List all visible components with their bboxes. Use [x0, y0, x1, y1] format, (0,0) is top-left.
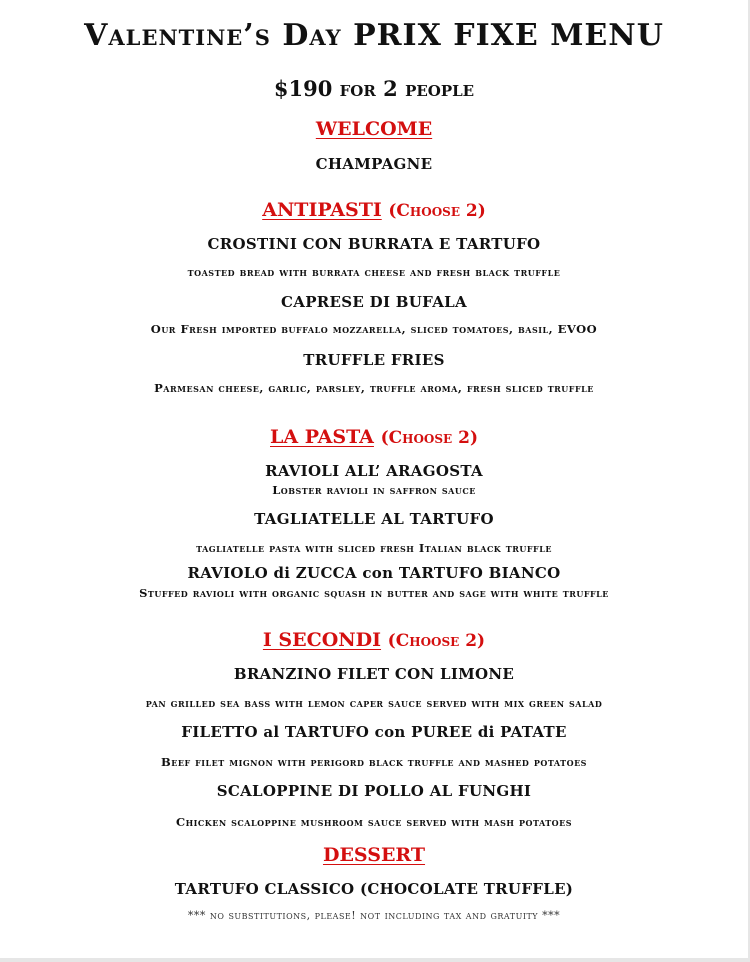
menu-item-name: RAVIOLI ALL’ ARAGOSTA — [265, 462, 483, 480]
menu-item-description: Beef filet mignon with perigord black truffle and mashed potatoes — [161, 755, 587, 769]
menu-item-description: toasted bread with burrata cheese and fresh black truffle — [187, 265, 561, 279]
section-heading-pasta — [0, 426, 748, 448]
menu-item-name: BRANZINO FILET CON LIMONE — [233, 665, 515, 683]
menu-item-name: FILETTO al TARTUFO con PUREE di PATATE — [181, 723, 567, 741]
menu-item-name: CAPRESE DI BUFALA — [281, 293, 467, 311]
menu-item-description: Chicken scaloppine mushroom sauce served with mash potatoes — [175, 815, 573, 829]
section-heading-secondi — [0, 629, 748, 651]
menu-item-description: Stuffed ravioli with organic squash in butter and sage with white truffle — [139, 586, 609, 600]
menu-title-occasion: Valentine’s Day — [84, 18, 342, 53]
menu-title — [0, 18, 748, 53]
menu-item-name: TAGLIATELLE AL TARTUFO — [254, 510, 494, 528]
section-name: WELCOME — [315, 118, 433, 140]
section-choose-note: (Choose 2) — [387, 631, 486, 651]
menu-item-description: Our Fresh imported buffalo mozzarella, sliced tomatoes, basil, EVOO — [150, 322, 598, 336]
menu-footer-note: *** no substitutions, please! not including tax and gratuity *** — [187, 909, 561, 922]
section-heading-antipasti — [0, 199, 748, 221]
section-name: LA PASTA — [270, 426, 374, 448]
section-choose-note: (Choose 2) — [388, 201, 486, 221]
menu-item-description: Parmesan cheese, garlic, parsley, truffle aroma, fresh sliced truffle — [154, 381, 594, 395]
section-name: DESSERT — [322, 844, 426, 866]
menu-item-description: Lobster ravioli in saffron sauce — [272, 483, 476, 497]
menu-item-description: pan grilled sea bass with lemon caper sauce served with mix green salad — [145, 696, 603, 710]
dessert-item: TARTUFO CLASSICO (CHOCOLATE TRUFFLE) — [174, 880, 574, 898]
section-name: ANTIPASTI — [262, 199, 382, 221]
menu-item-name: TRUFFLE FRIES — [303, 351, 445, 369]
menu-item-name: SCALOPPINE DI POLLO AL FUNGHI — [216, 782, 532, 800]
menu-price: $190 for 2 people — [273, 76, 475, 101]
welcome-item: CHAMPAGNE — [315, 155, 433, 173]
section-choose-note: (Choose 2) — [380, 428, 478, 448]
menu-title-main: PRIX FIXE MENU — [353, 18, 664, 53]
menu-item-description: tagliatelle pasta with sliced fresh Italian black truffle — [196, 541, 552, 555]
menu-item-name: RAVIOLO di ZUCCA con TARTUFO BIANCO — [187, 564, 561, 582]
section-heading-welcome — [0, 118, 748, 140]
menu-item-name: CROSTINI CON BURRATA E TARTUFO — [207, 235, 541, 253]
section-name: I SECONDI — [262, 629, 382, 651]
section-heading-dessert — [0, 844, 748, 866]
